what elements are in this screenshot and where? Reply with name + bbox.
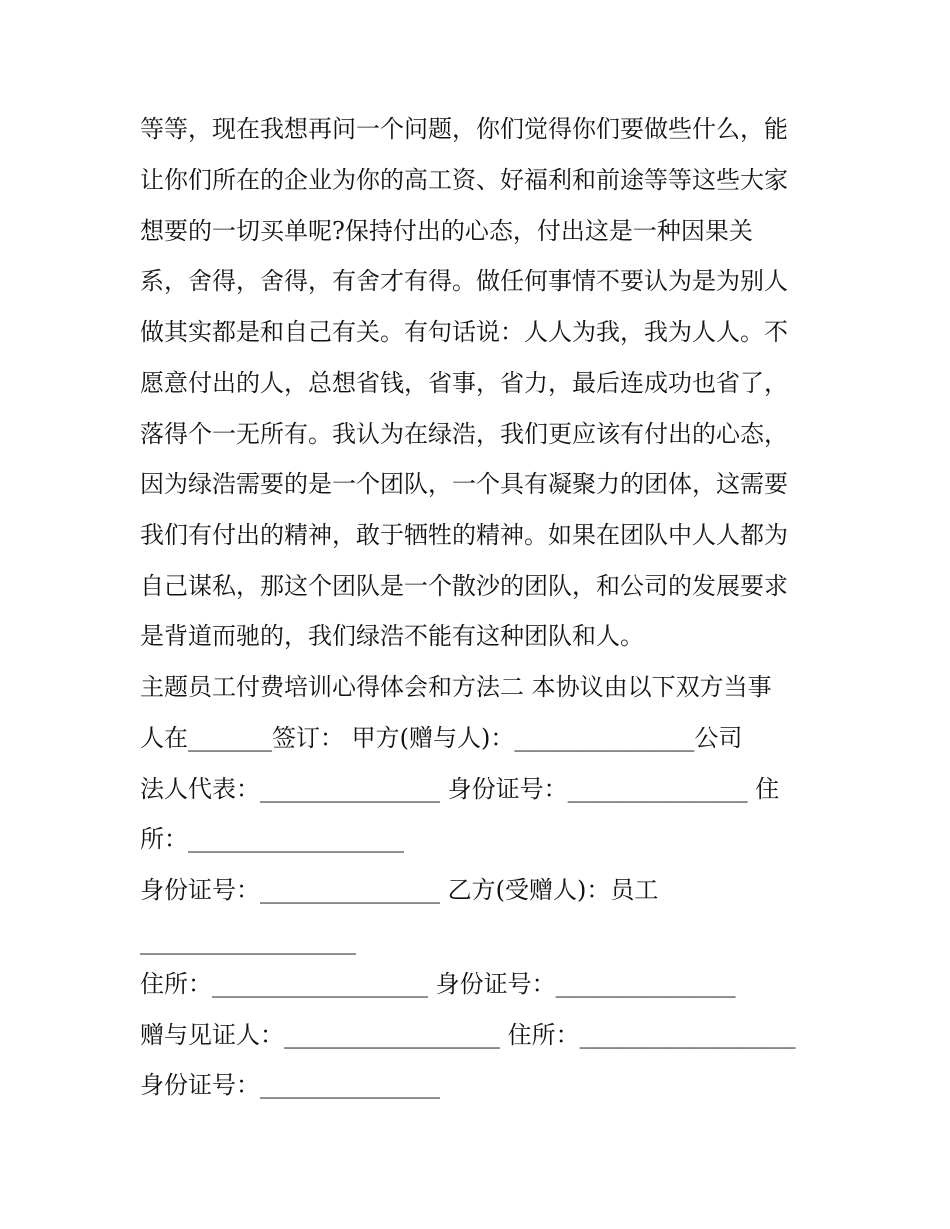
text-line: 让你们所在的企业为你的高工资、好福利和前途等等这些大家: [140, 166, 788, 194]
form-line: __________________: [140, 927, 356, 955]
form-line: 住所：__________________ 身份证号：_______________: [140, 970, 736, 998]
form-line: 法人代表：_______________ 身份证号：_______________ 住: [140, 775, 780, 803]
text-line: 因为绿浩需要的是一个团队，一个具有凝聚力的团体，这需要: [140, 470, 788, 498]
form-line: 身份证号：_______________: [140, 1071, 440, 1099]
form-line: 所：__________________: [140, 825, 404, 853]
text-line: 落得个一无所有。我认为在绿浩，我们更应该有付出的心态，: [140, 420, 788, 448]
form-line: 赠与见证人：__________________ 住所：__________________: [140, 1021, 796, 1049]
text-line: 我们有付出的精神，敢于牺牲的精神。如果在团队中人人都为: [140, 521, 788, 549]
text-line: 等等，现在我想再问一个问题，你们觉得你们要做些什么，能: [140, 115, 788, 143]
form-line: 人在_______签订： 甲方(赠与人)：_______________公司: [140, 724, 743, 752]
text-line: 是背道而驰的，我们绿浩不能有这种团队和人。: [140, 622, 644, 650]
text-line: 系，舍得，舍得，有舍才有得。做任何事情不要认为是为别人: [140, 267, 788, 295]
text-line: 自己谋私，那这个团队是一个散沙的团队，和公司的发展要求: [140, 572, 788, 600]
text-line: 做其实都是和自己有关。有句话说：人人为我，我为人人。不: [140, 318, 788, 346]
section-heading: 主题员工付费培训心得体会和方法二 本协议由以下双方当事: [140, 673, 772, 701]
text-line: 想要的一切买单呢?保持付出的心态，付出这是一种因果关: [140, 217, 753, 245]
text-line: 愿意付出的人，总想省钱，省事，省力，最后连成功也省了，: [140, 369, 788, 397]
form-line: 身份证号：_______________ 乙方(受赠人)：员工: [140, 876, 659, 904]
